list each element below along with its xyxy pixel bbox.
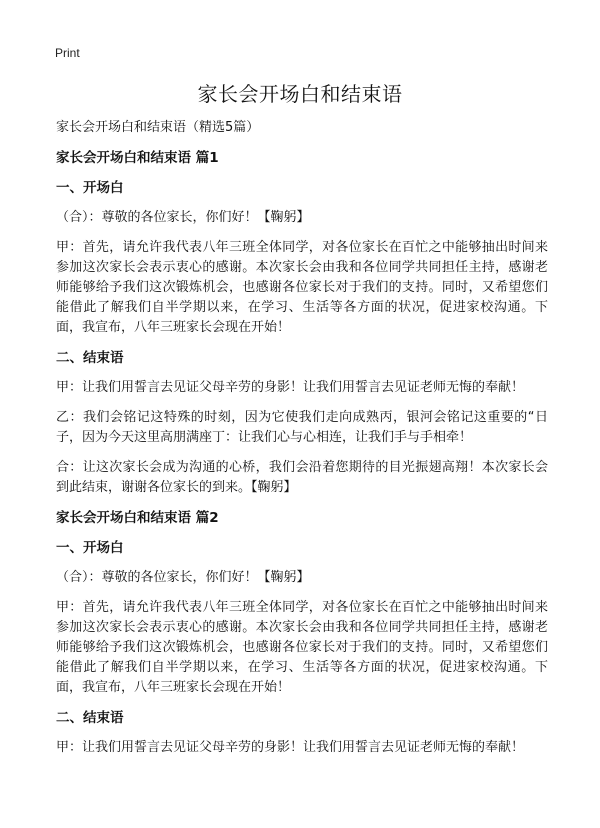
opening-body: 甲：首先，请允许我代表八年三班全体同学，对各位家长在百忙之中能够抽出时间来参加这次家长会表示衷心的感谢。本次家长会由我和各位同学共同担任主持，感谢老师能够给予我们这次锻炼机会，也感谢各位家长对于我们的支持。同时，又希望您们能借此了解我们自半学期以来，在学习、生活等各方面的状况，促进家校沟通。下面，我宣布，八年三班家长会现在开始！	[56, 240, 548, 335]
opening-heading: 一、开场白	[56, 180, 124, 196]
article-title: 家长会开场白和结束语 篇1	[56, 150, 219, 166]
opening-body: 甲：首先，请允许我代表八年三班全体同学，对各位家长在百忙之中能够抽出时间来参加这次家长会表示衷心的感谢。本次家长会由我和各位同学共同担任主持，感谢老师能够给予我们这次锻炼机会，也感谢各位家长对于我们的支持。同时，又希望您们能借此了解我们自半学期以来，在学习、生活等各方面的状况，促进家校沟通。下面，我宣布，八年三班家长会现在开始！	[56, 600, 548, 695]
article-2	[56, 508, 548, 758]
opening-greeting: （合）：尊敬的各位家长，你们好！【鞠躬】	[56, 210, 310, 225]
closing-heading: 二、结束语	[56, 350, 124, 366]
opening-heading: 一、开场白	[56, 540, 124, 556]
document-body	[56, 118, 548, 768]
closing-heading: 二、结束语	[56, 710, 124, 726]
opening-greeting: （合）：尊敬的各位家长，你们好！【鞠躬】	[56, 570, 310, 585]
closing-paragraph: 甲：让我们用誓言去见证父母辛劳的身影！让我们用誓言去见证老师无悔的奉献！	[56, 380, 525, 395]
page-title: 家长会开场白和结束语	[197, 82, 403, 106]
article-1	[56, 148, 548, 498]
document-subtitle: 家长会开场白和结束语（精选5篇）	[56, 120, 260, 135]
closing-paragraph: 乙：我们会铭记这特殊的时刻，因为它使我们走向成熟丙，银河会铭记这重要的“日子，因为今天这里高朋满座丁：让我们心与心相连，让我们手与手相牵！	[56, 410, 548, 445]
closing-paragraph: 甲：让我们用誓言去见证父母辛劳的身影！让我们用誓言去见证老师无悔的奉献！	[56, 740, 525, 755]
article-title: 家长会开场白和结束语 篇2	[56, 510, 219, 526]
print-link[interactable]: Print	[55, 46, 80, 60]
closing-paragraph: 合：让这次家长会成为沟通的心桥，我们会沿着您期待的目光振翅高翔！本次家长会到此结束，谢谢各位家长的到来。【鞠躬】	[56, 460, 548, 495]
